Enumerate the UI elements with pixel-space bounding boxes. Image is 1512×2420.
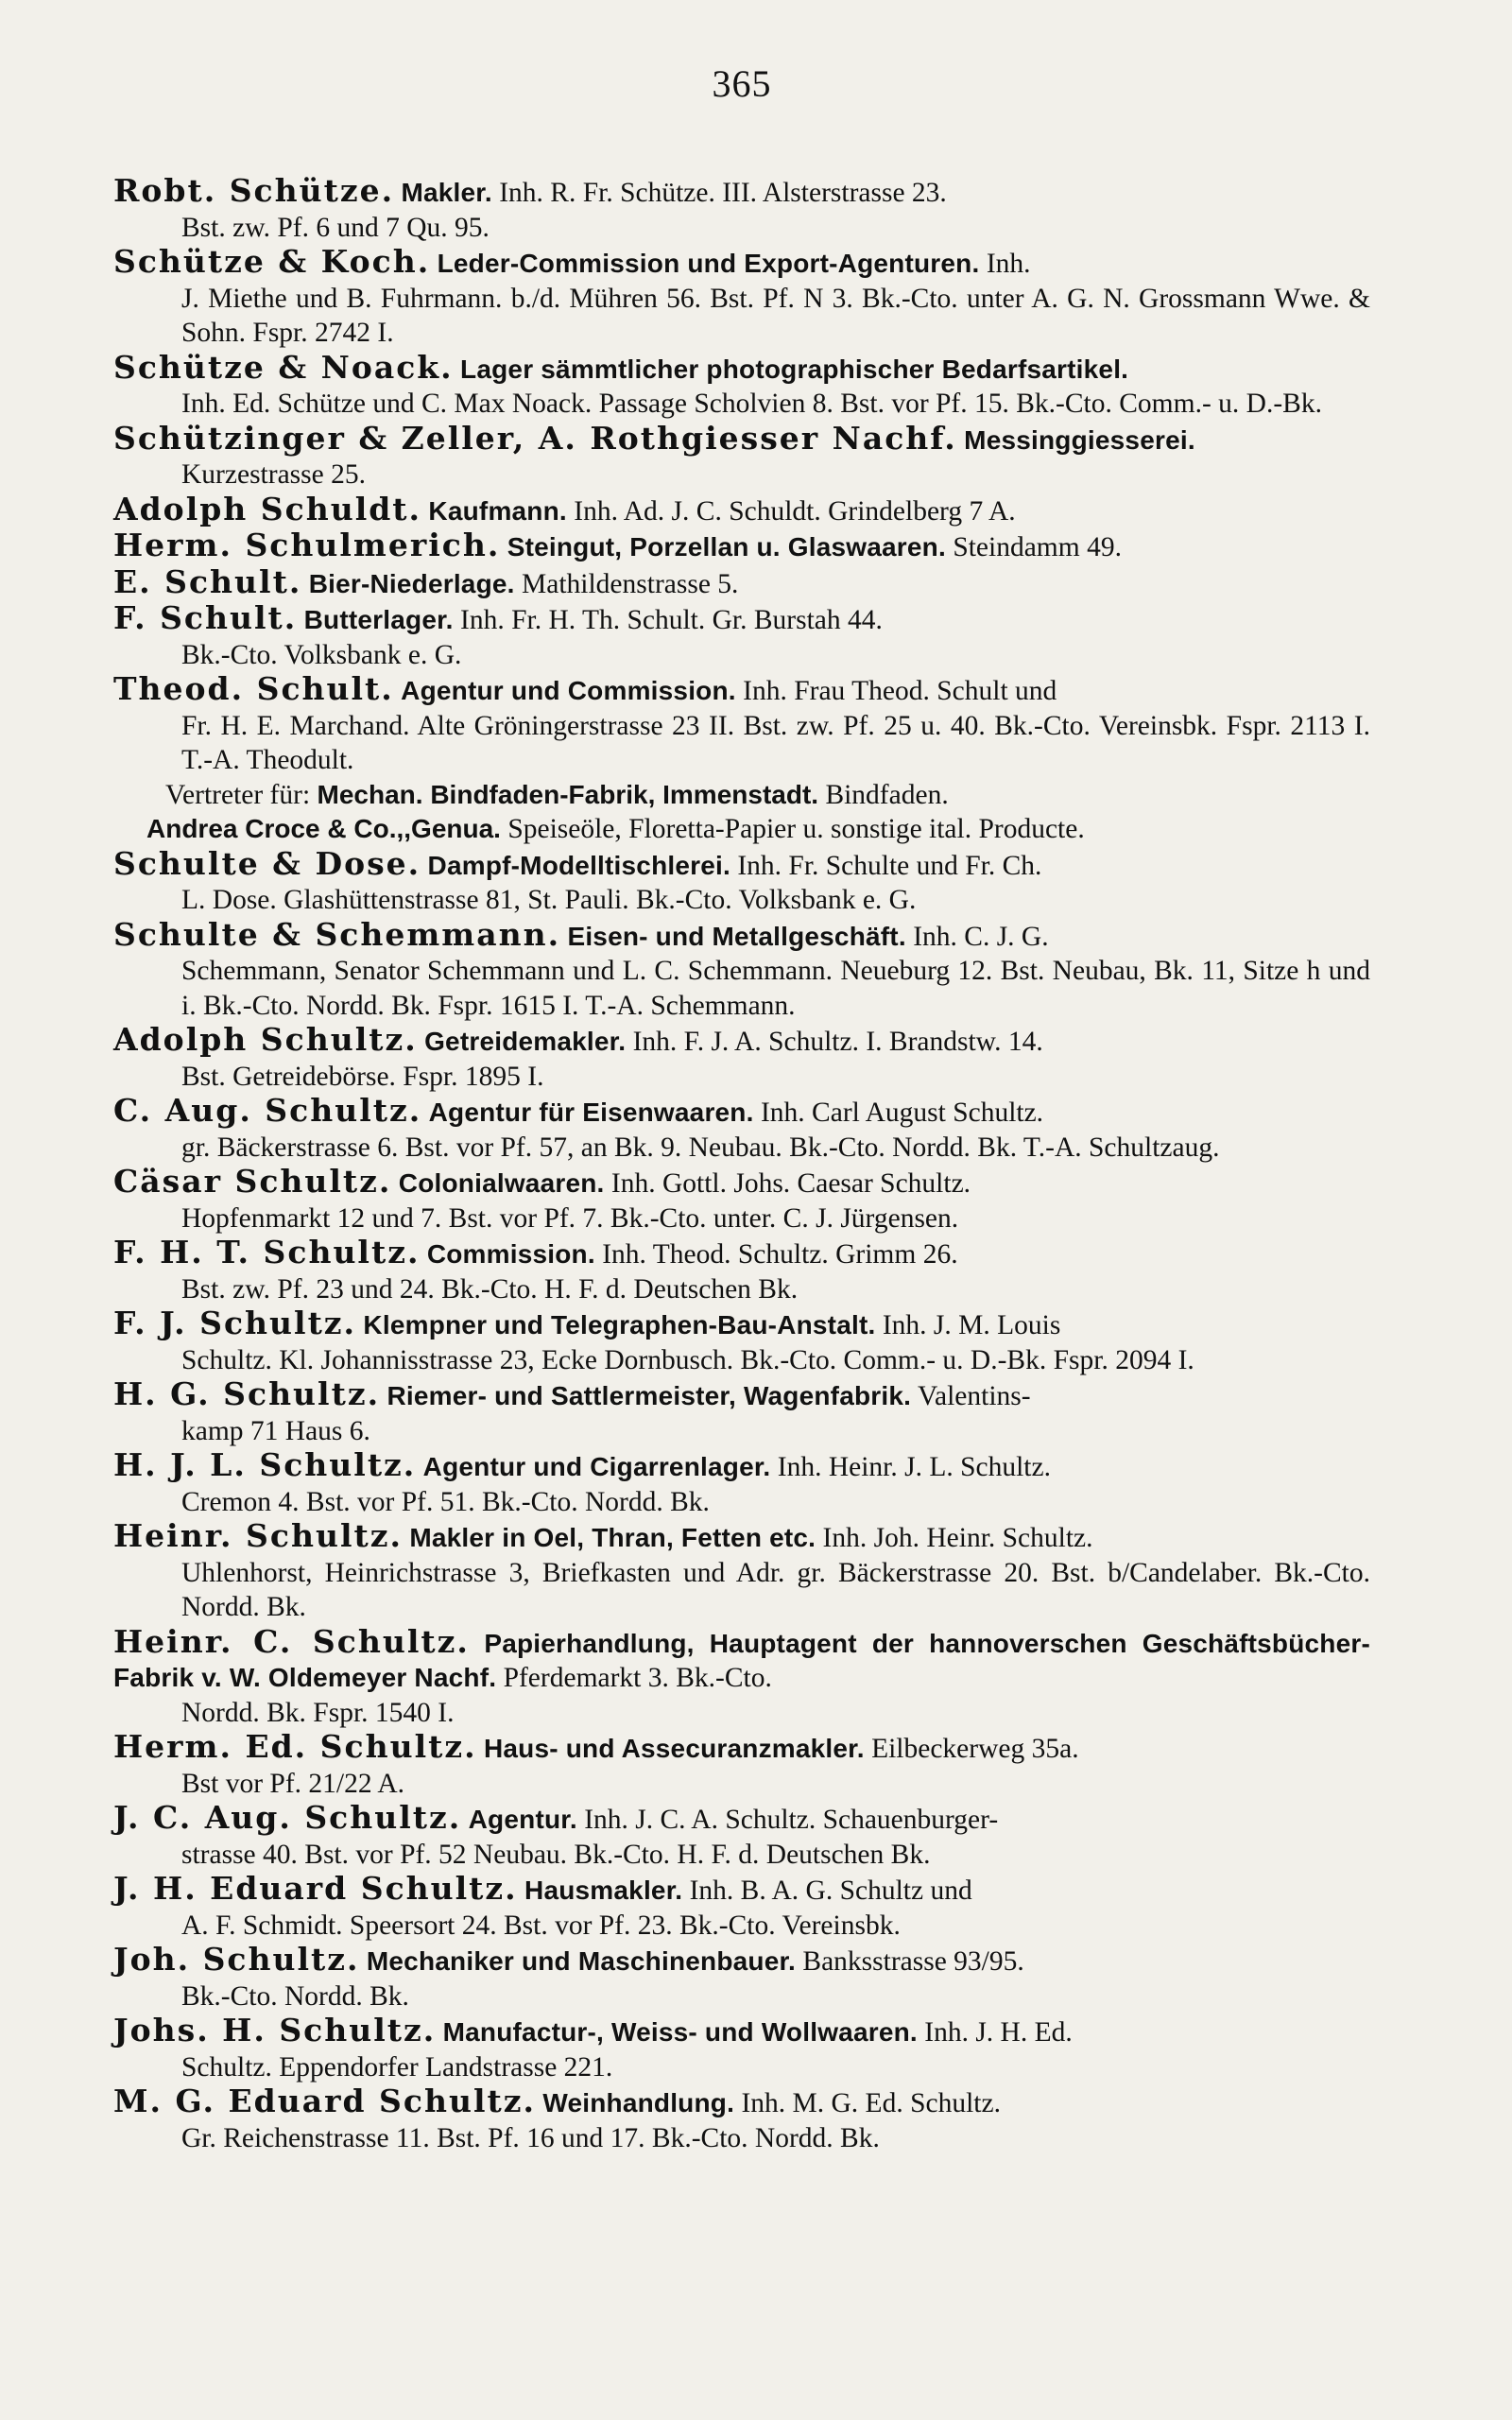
firm-name: H. J. L. Schultz. [113,1446,417,1483]
entry-details: Inh. J. H. Ed. [924,2017,1073,2048]
directory-entry [113,245,1370,351]
page-number: 365 [712,62,772,105]
entry-continuation: Bst. zw. Pf. 23 und 24. Bk.-Cto. H. F. d. Deutschen Bk. [181,1273,799,1305]
firm-name: E. Schult. [113,562,302,600]
directory-entry [113,1377,1370,1448]
business-type: Klempner und Telegraphen-Bau-Anstalt. [363,1310,876,1340]
entry-details: Inh. C. J. G. [913,921,1049,952]
entry-continuation: Kurzestrasse 25. [181,459,366,490]
entry-details: Inh. Theod. Schultz. Grimm 26. [602,1239,958,1270]
business-type: Eisen- und Metallgeschäft. [567,921,906,951]
directory-entry [113,1519,1370,1625]
directory-entry [113,562,1370,602]
business-type: Butterlager. [303,605,454,634]
firm-name: Schützinger & Zeller, A. Rothgiesser Nachf. [113,419,957,457]
entry-continuation: Bk.-Cto. Nordd. Bk. [181,1980,409,2012]
entry-details: Inh. Ad. J. C. Schuldt. Grindelberg 7 A. [574,495,1016,527]
firm-name: Herm. Schulmerich. [113,527,501,563]
firm-name: Theod. Schult. [113,670,394,707]
business-type: Mechaniker und Maschinenbauer. [366,1946,797,1976]
firm-name: Cäsar Schultz. [113,1163,392,1200]
entry-continuation: Gr. Reichenstrasse 11. Bst. Pf. 16 und 17. Bk.-Cto. Nordd. Bk. [181,2122,880,2153]
business-type: Leder-Commission und Export-Agenturen. [437,249,980,278]
directory-entry [113,1236,1370,1306]
directory-entry [113,348,1370,422]
entry-continuation: Bst vor Pf. 21/22 A. [181,1768,405,1799]
business-type: Manufactur-, Weiss- und Wollwaaren. [442,2017,918,2047]
directory-entry [113,490,1370,529]
firm-name: Schulte & Schemmann. [113,915,561,953]
business-type: Papierhandlung, Hauptagent der hannoverschen Geschäftsbücher-Fabrik v. W. Oldemeyer Nachf. [113,1628,1370,1692]
directory-entry [113,1943,1370,2014]
represented-firm: Andrea Croce & Co.,,Genua. [146,814,501,843]
business-type: Dampf-Modelltischlerei. [427,850,730,880]
firm-name: Schütze & Koch. [113,243,431,280]
business-type: Agentur für Eisenwaaren. [428,1098,754,1127]
represented-goods: Bindfaden. [825,779,949,810]
business-type: Agentur und Cigarrenlager. [422,1452,771,1481]
directory-entry [113,601,1370,672]
representation-lines [113,778,1370,847]
firm-name: Adolph Schuldt. [113,490,422,527]
firm-name: Herm. Ed. Schultz. [113,1728,477,1765]
entry-details: Mathildenstrasse 5. [522,568,739,599]
entry-details: Valentins- [917,1381,1031,1411]
entry-details: Banksstrasse 93/95. [802,1946,1024,1977]
directory-entry [113,1801,1370,1872]
directory-entry [113,1306,1370,1377]
representation-prefix: Vertreter für: [165,779,311,810]
business-type: Makler. [401,178,492,207]
business-type: Haus- und Assecuranzmakler. [483,1734,865,1763]
entry-details: Inh. Gottl. Johs. Caesar Schultz. [610,1168,971,1199]
directory-entry [113,528,1370,565]
business-type: Steingut, Porzellan u. Glaswaaren. [507,532,946,562]
firm-name: Schütze & Noack. [113,348,454,386]
entry-details: Inh. [986,249,1031,279]
entry-continuation: Schultz. Kl. Johannisstrasse 23, Ecke Dornbusch. Bk.-Cto. Comm.- u. D.-Bk. Fspr. 2094 I. [181,1344,1194,1375]
entry-details: Inh. Fr. H. Th. Schult. Gr. Burstah 44. [460,605,883,635]
directory-entry [113,844,1370,918]
directory-entry [113,2014,1370,2084]
entry-continuation: Cremon 4. Bst. vor Pf. 51. Bk.-Cto. Nordd. Bk. [181,1486,710,1517]
entry-continuation: Bk.-Cto. Volksbank e. G. [181,639,462,670]
directory-entry [113,672,1370,778]
business-type: Kaufmann. [428,495,567,526]
directory-entry [113,1730,1370,1801]
entry-continuation: Fr. H. E. Marchand. Alte Gröningerstrasse 23 II. Bst. zw. Pf. 25 u. 40. Bk.-Cto. Vereinsbk. Fspr. 2113 I. T.-A. Theodult. [181,710,1370,775]
firm-name: Robt. Schütze. [113,172,395,209]
directory-entry [113,2084,1370,2155]
entry-continuation: Bst. Getreidebörse. Fspr. 1895 I. [181,1061,544,1092]
entry-continuation: Nordd. Bk. Fspr. 1540 I. [181,1697,455,1728]
firm-name: F. H. T. Schultz. [113,1234,421,1270]
firm-name: Joh. Schultz. [113,1941,360,1978]
business-type: Makler in Oel, Thran, Fetten etc. [409,1523,816,1552]
entry-details: Pferdemarkt 3. Bk.-Cto. [503,1663,772,1693]
representation-line [113,812,1370,847]
entries-block-1 [113,174,1370,778]
entry-details: Inh. Heinr. J. L. Schultz. [777,1452,1051,1482]
business-type: Messinggiesserei. [964,424,1195,455]
business-type: Agentur. [468,1805,577,1834]
entry-continuation: L. Dose. Glashüttenstrasse 81, St. Pauli. Bk.-Cto. Volksbank e. G. [181,885,917,915]
business-type: Agentur und Commission. [401,676,736,705]
entry-continuation: Uhlenhorst, Heinrichstrasse 3, Briefkasten und Adr. gr. Bäckerstrasse 20. Bst. b/Candelaber. Bk.-Cto. Nordd. Bk. [181,1557,1370,1622]
business-type: Getreidemakler. [424,1027,627,1056]
directory-entry [113,1023,1370,1094]
business-type: Bier-Niederlage. [308,568,515,598]
entry-continuation: Schemmann, Senator Schemmann und L. C. Schemmann. Neueburg 12. Bst. Neubau, Bk. 11, Sitze h und i. Bk.-Cto. Nordd. Bk. Fspr. 1615 I. T.-A. Schemmann. [181,956,1370,1021]
represented-firm: Mechan. Bindfaden-Fabrik, Immenstadt. [317,779,819,809]
representation-line [113,778,1370,813]
business-type: Colonialwaaren. [398,1168,605,1198]
entry-continuation: Bst. zw. Pf. 6 und 7 Qu. 95. [181,212,490,243]
entry-details: Inh. J. C. A. Schultz. Schauenburger- [584,1805,999,1835]
entry-details: Inh. Frau Theod. Schult und [743,676,1057,706]
firm-name: Schulte & Dose. [113,844,421,882]
entry-details: Inh. Joh. Heinr. Schultz. [822,1523,1093,1553]
firm-name: Heinr. Schultz. [113,1517,403,1554]
entry-details: Inh. Fr. Schulte und Fr. Ch. [737,850,1042,881]
firm-name: M. G. Eduard Schultz. [113,2083,536,2119]
firm-name: C. Aug. Schultz. [113,1092,422,1129]
entry-details: Inh. F. J. A. Schultz. I. Brandstw. 14. [632,1027,1043,1057]
firm-name: H. G. Schultz. [113,1375,381,1412]
business-type: Lager sämmtlicher photographischer Bedarfsartikel. [460,354,1129,384]
directory-entry [113,1872,1370,1943]
entry-continuation: Hopfenmarkt 12 und 7. Bst. vor Pf. 7. Bk.-Cto. unter. C. J. Jürgensen. [181,1202,959,1234]
entry-details: Eilbeckerweg 35a. [871,1734,1079,1764]
entry-details: Steindamm 49. [953,532,1122,562]
directory-entry [113,174,1370,245]
entry-continuation: Inh. Ed. Schütze und C. Max Noack. Passage Scholvien 8. Bst. vor Pf. 15. Bk.-Cto. Comm.- u. D.-Bk. [181,389,1322,419]
entry-details: Inh. J. M. Louis [882,1310,1061,1340]
directory-entry [113,419,1370,493]
directory-entry [113,1448,1370,1519]
entry-continuation: Schultz. Eppendorfer Landstrasse 221. [181,2051,613,2083]
business-type: Riemer- und Sattlermeister, Wagenfabrik. [387,1381,912,1410]
directory-entry [113,1094,1370,1165]
entries-block-2 [113,844,1370,2156]
directory-entry [113,915,1370,1024]
firm-name: J. H. Eduard Schultz. [113,1870,518,1907]
entry-continuation: strasse 40. Bst. vor Pf. 52 Neubau. Bk.-Cto. H. F. d. Deutschen Bk. [181,1839,931,1870]
entry-continuation: J. Miethe und B. Fuhrmann. b./d. Mühren 56. Bst. Pf. N 3. Bk.-Cto. unter A. G. N. Grossmann Wwe. & Sohn. Fspr. 2742 I. [181,283,1370,348]
represented-goods: Speiseöle, Floretta-Papier u. sonstige ital. Producte. [507,814,1085,844]
directory-entry [113,1622,1370,1731]
entry-details: Inh. M. G. Ed. Schultz. [741,2088,1001,2118]
firm-name: F. J. Schultz. [113,1305,357,1341]
entry-details: Inh. R. Fr. Schütze. III. Alsterstrasse 23. [499,178,947,208]
business-type: Hausmakler. [524,1876,683,1905]
entry-continuation: kamp 71 Haus 6. [181,1415,370,1446]
business-type: Weinhandlung. [542,2088,735,2118]
directory-entry [113,1165,1370,1236]
entry-details: Inh. B. A. G. Schultz und [689,1876,972,1906]
firm-name: J. C. Aug. Schultz. [113,1799,462,1836]
entry-continuation: A. F. Schmidt. Speersort 24. Bst. vor Pf. 23. Bk.-Cto. Vereinsbk. [181,1910,901,1941]
firm-name: Adolph Schultz. [113,1021,418,1058]
entry-details: Inh. Carl August Schultz. [760,1098,1044,1128]
business-type: Commission. [426,1239,595,1269]
entry-continuation: gr. Bäckerstrasse 6. Bst. vor Pf. 57, an Bk. 9. Neubau. Bk.-Cto. Nordd. Bk. T.-A. Schultzaug. [181,1132,1220,1163]
firm-name: Johs. H. Schultz. [113,2012,437,2048]
firm-name: F. Schult. [113,599,298,636]
firm-name: Heinr. C. Schultz. [113,1622,470,1660]
